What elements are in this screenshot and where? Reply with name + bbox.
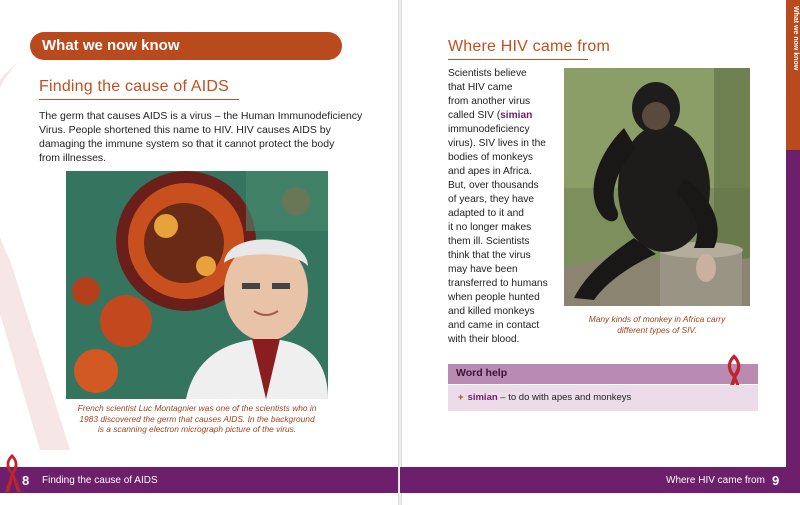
paragraph-line-term [448, 109, 568, 123]
footer-label-right: Where HIV came from [666, 475, 765, 486]
red-ribbon-icon [2, 452, 22, 494]
term-prefix: called SIV ( [448, 110, 501, 121]
page-banner: What we now know [30, 32, 342, 60]
side-purple-strip [786, 150, 800, 467]
scientist-photo [66, 171, 328, 399]
paragraph-line: it no longer makes [448, 222, 532, 233]
paragraph-line: think that the virus [448, 250, 531, 261]
siv-paragraph [448, 67, 568, 347]
chimpanzee-image [564, 68, 750, 306]
paragraph-line: bodies of monkeys [448, 152, 533, 163]
paragraph-line: Scientists believe [448, 68, 527, 79]
chimpanzee-photo [564, 68, 750, 306]
paragraph-line: may have been [448, 264, 518, 275]
paragraph-line: But, over thousands [448, 180, 539, 191]
paragraph-line: and killed monkeys [448, 306, 535, 317]
intro-paragraph [39, 109, 369, 165]
chimpanzee-photo-caption [564, 314, 750, 335]
paragraph-line: that HIV came [448, 82, 513, 93]
caption-line: French scientist Luc Montagnier was one of the scientists who in [77, 403, 317, 413]
paragraph-line: transferred to humans [448, 278, 548, 289]
section-heading: Finding the cause of AIDS [39, 78, 229, 95]
term-simian: simian [500, 110, 533, 121]
word-help-definition [458, 392, 631, 403]
caption-line: Many kinds of monkey in Africa carry [588, 314, 726, 324]
caption-line: 1983 discovered the germ that causes AIDS. In the background [79, 413, 315, 424]
side-tab-label: What we now know [792, 6, 799, 71]
heading-underline-right [448, 59, 588, 60]
paragraph-line: them ill. Scientists [448, 236, 530, 247]
scientist-photo-caption [66, 403, 328, 435]
paragraph-line: Virus. People shortened this name to HIV. HIV causes AIDS by [39, 124, 331, 136]
paragraph-line: and came in contact [448, 320, 540, 331]
paragraph-line: and apes in Africa. [448, 166, 532, 177]
paragraph-line: damaging the immune system so that it cannot protect the body [39, 138, 335, 150]
section-heading-right: Where HIV came from [448, 38, 611, 55]
paragraph-line: with their blood. [448, 334, 520, 345]
paragraph-line: immunodeficiency [448, 124, 530, 135]
word-help-title: Word help [456, 367, 508, 379]
plus-bullet-icon: + [458, 392, 464, 403]
paragraph-line: of years, they have [448, 194, 535, 205]
paragraph-line: adapted to it and [448, 208, 524, 219]
paragraph-line: The germ that causes AIDS is a virus – the Human Immunodeficiency [39, 110, 363, 122]
paragraph-line: from another virus [448, 96, 531, 107]
page-number-right: 9 [772, 473, 780, 488]
paragraph-line: from illnesses. [39, 152, 107, 164]
heading-underline [39, 99, 239, 100]
word-help-definition-text: – to do with apes and monkeys [497, 392, 632, 403]
caption-line: is a scanning electron micrograph picture of the virus. [97, 424, 297, 434]
paragraph-line: when people hunted [448, 292, 540, 303]
paragraph-line: virus). SIV lives in the [448, 138, 546, 149]
page-number-left: 8 [22, 473, 30, 488]
footer-label-left: Finding the cause of AIDS [42, 475, 158, 486]
word-help-term: simian [467, 392, 498, 403]
virus-micrograph-image [66, 171, 328, 399]
book-gutter [398, 0, 402, 505]
caption-line: different types of SIV. [617, 324, 697, 335]
